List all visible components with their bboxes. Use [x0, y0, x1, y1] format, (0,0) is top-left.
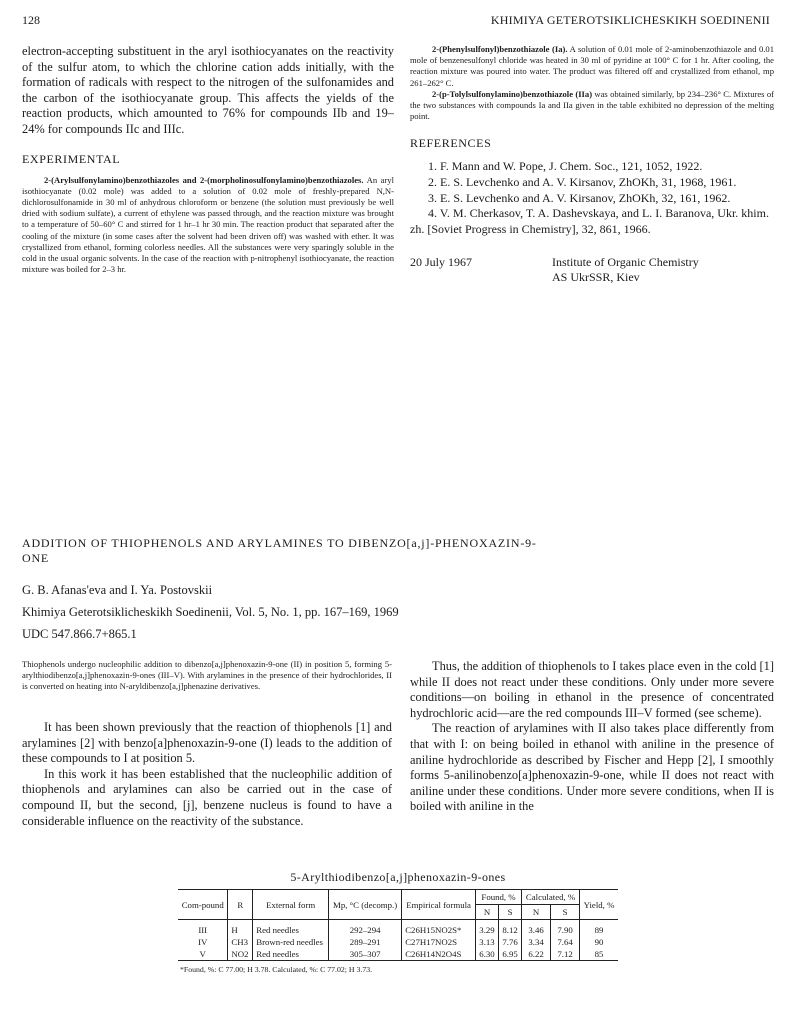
cell-mp: 289–291 — [329, 936, 402, 948]
cell-found-s: 7.76 — [499, 936, 522, 948]
reference-item: 1. F. Mann and W. Pope, J. Chem. Soc., 121, 1052, 1922. — [428, 159, 703, 174]
cell-compound: III — [198, 925, 208, 935]
cell-calc-s: 7.64 — [551, 936, 580, 948]
article-paragraph: In this work it has been established that the nucleophilic addition of thiophenols and arylamines can also be carried out in the case of compound II, but the second, [j], benzene nucleus is found to have a considerable influence on the reactivity of the substance. — [22, 766, 392, 828]
article-paragraph: The reaction of arylamines with II also takes place differently from that with I: on being boiled in ethanol with aniline in the presence of aniline hydrochloride as described by Fischer and Hepp [2], I smoothly forms 5-anilinobenzo[a]phenoxazin-9-one, while II does not react with aniline under these conditions. Under more severe conditions, when II is boiled with aniline in the — [410, 721, 774, 814]
cell-r: NO2 — [228, 948, 253, 961]
article-udc: UDC 547.866.7+865.1 — [22, 627, 137, 641]
article-header — [22, 536, 774, 642]
col-header-found-n: N — [475, 905, 498, 920]
procedure-1-text: A solution of 0.01 mole of 2-aminobenzothiazole and 0.01 mole of benzenesulfonyl chloride was heated in 30 ml of pyridine at 100° C for 1 hr. After cooling, the reaction mixture was poured into water. The product was filtered off and crystallized from ethanol, mp 261–262° C. — [410, 44, 775, 88]
table-row — [178, 948, 618, 961]
article-authors: G. B. Afanas'eva and I. Ya. Postovskii — [22, 583, 213, 597]
col-header-found-s: S — [499, 905, 522, 920]
cell-found-n: 6.30 — [475, 948, 498, 961]
cell-calc-n: 6.22 — [522, 948, 551, 961]
cell-found-s: 8.12 — [499, 920, 522, 937]
table-caption: 5-Arylthiodibenzo[a,j]phenoxazin-9-ones — [290, 870, 506, 884]
journal-header: KHIMIYA GETEROTSIKLICHESKIKH SOEDINENII — [490, 13, 770, 27]
data-table — [178, 889, 618, 961]
experimental-paragraph — [22, 175, 394, 276]
col-header-calculated: Calculated, % — [522, 890, 580, 905]
table-row — [178, 920, 618, 937]
received-date: 20 July 1967 — [410, 255, 473, 270]
page-number: 128 — [22, 13, 40, 27]
table-row — [178, 936, 618, 948]
col-header-mp: Mp, °C (decomp.) — [329, 890, 402, 920]
institute — [552, 255, 762, 285]
procedure-2-heading: 2-(p-Tolylsulfonylamino)benzothiazole (IIa) — [432, 88, 593, 99]
cell-yield: 89 — [580, 920, 618, 937]
cell-calc-n: 3.34 — [522, 936, 551, 948]
cell-formula: C26H14N2O4S — [402, 948, 476, 961]
procedure-2-text: was obtained similarly, bp 234–236° C. Mixtures of the two substances with compounds Ia and IIa given in the table exhibited no depression of the melting point. — [410, 88, 774, 122]
article-title: ADDITION OF THIOPHENOLS AND ARYLAMINES TO DIBENZO[a,j]-PHENOXAZIN-9-ONE — [22, 536, 537, 565]
procedure-1 — [410, 44, 774, 89]
left-column — [22, 44, 394, 275]
cell-found-s: 6.95 — [499, 948, 522, 961]
table-footnote: *Found, %: C 77.00; H 3.78. Calculated, %: C 77.02; H 3.73. — [180, 965, 373, 974]
cell-calc-n: 3.46 — [522, 920, 551, 937]
cell-compound: IV — [198, 937, 208, 947]
cell-mp: 292–294 — [329, 920, 402, 937]
institute-line-2: AS UkrSSR, Kiev — [552, 270, 640, 285]
cell-found-n: 3.13 — [475, 936, 498, 948]
intro-paragraph: electron-accepting substituent in the aryl isothiocyanates on the reactivity of the sulfur atom, to which the chlorine cation adds initially, with the formation of radicals with respect to the nitrogen of the sulfonamides and the carbon of the isothiocyanate group. This affects the yields of the reaction products, which amounted to 76% for compounds IIb and 19–24% for compounds IIc and IIIc. — [22, 44, 394, 136]
col-header-calc-s: S — [551, 905, 580, 920]
col-header-compound: Com-pound — [178, 890, 228, 920]
article-source: Khimiya Geterotsiklicheskikh Soedinenii, Vol. 5, No. 1, pp. 167–169, 1969 — [22, 605, 399, 619]
reference-item: 2. E. S. Levchenko and A. V. Kirsanov, ZhOKh, 31, 1968, 1961. — [428, 175, 737, 190]
cell-compound: V — [178, 948, 228, 961]
experimental-heading: 2-(Arylsulfonylamino)benzothiazoles and 2-(morpholinosulfonylamino)benzothiazoles. — [44, 174, 364, 185]
cell-found-n: 3.29 — [475, 920, 498, 937]
institute-line-1: Institute of Organic Chemistry — [552, 255, 699, 270]
cell-form: Brown-red needles — [253, 936, 329, 948]
col-header-yield: Yield, % — [580, 890, 618, 920]
article-right-column — [410, 659, 774, 815]
cell-form: Red needles — [253, 948, 329, 961]
article-paragraph: Thus, the addition of thiophenols to I takes place even in the cold [1] while II does not react under these conditions. Only under more severe conditions—on boiling in ethanol in the presence of concentrated hydrochloric acid—are the red compounds III–V formed (see scheme). — [410, 659, 774, 720]
reference-item: 4. V. M. Cherkasov, T. A. Dashevskaya, and L. I. Baranova, Ukr. khim. zh. [Soviet Progress in Chemistry], 32, 861, 1966. — [410, 206, 769, 236]
article-left-column — [22, 720, 392, 829]
article-paragraph: It has been shown previously that the reaction of thiophenols [1] and arylamines [2] with benzo[a]phenoxazin-9-one (I) leads to the addition of these compounds to I at position 5. — [22, 720, 392, 766]
cell-formula: C26H15NO2S* — [402, 920, 476, 937]
cell-yield: 90 — [580, 936, 618, 948]
cell-calc-s: 7.12 — [551, 948, 580, 961]
reference-item: 3. E. S. Levchenko and A. V. Kirsanov, ZhOKh, 32, 161, 1962. — [428, 190, 731, 205]
cell-r: CH3 — [228, 936, 253, 948]
experimental-text: An aryl isothiocyanate (0.02 mole) was added to a solution of 0.02 mole of freshly-prepared N,N-dichlorosulfonamide in 30 ml of anhydrous chloroform or benzene (the solution must previously be well dried with sodium sulfate), a current of ethylene was passed through, and the reaction mixture was brought to a temperature of 50–60° C and stirred for 1 hr–1 hr 30 min. The reaction product that separated after the cooling of the mixture (in some cases after the solvent had been driven off) was washed with ether. It was crystallized from ethanol, forming colorless needles. All the substances were very sparingly soluble in the cold in the usual organic solvents. In the case of the reaction with p-nitrophenyl isothiocyanate, the reaction mixture was boiled for 2–3 hr. — [22, 174, 394, 275]
col-header-formula: Empirical formula — [402, 890, 476, 920]
abstract-text: Thiophenols undergo nucleophilic addition to dibenzo[a,j]phenoxazin-9-one (II) in position 5, forming 5-arylthiodibenzo[a,j]phenoxazin-9-ones (III–V). With arylamines in the presence of their hydrochlorides, II is converted on heating into N-aryldibenzo[a,j]phenazine derivatives. — [22, 659, 392, 692]
col-header-found: Found, % — [475, 890, 521, 905]
references-title: REFERENCES — [410, 136, 492, 151]
col-header-calc-n: N — [522, 905, 551, 920]
cell-formula: C27H17NO2S — [402, 936, 476, 948]
cell-r: H — [228, 920, 253, 937]
procedure-2 — [410, 89, 774, 123]
references-list — [410, 159, 774, 237]
right-column — [410, 44, 775, 285]
cell-form: Red needles — [253, 920, 329, 937]
data-table-block — [178, 870, 618, 974]
procedure-1-heading: 2-(Phenylsulfonyl)benzothiazole (Ia). — [432, 44, 568, 54]
cell-yield: 85 — [580, 948, 618, 961]
cell-mp: 305–307 — [329, 948, 402, 961]
experimental-title: EXPERIMENTAL — [22, 151, 121, 166]
col-header-r: R — [228, 890, 253, 920]
cell-calc-s: 7.90 — [551, 920, 580, 937]
abstract — [22, 659, 392, 693]
col-header-external-form: External form — [253, 890, 329, 920]
